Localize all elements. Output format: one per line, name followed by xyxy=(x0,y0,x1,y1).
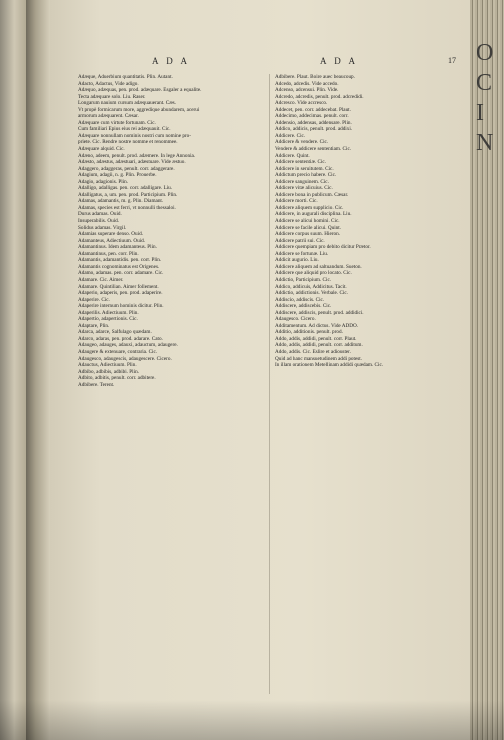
dictionary-entry: Addicere quempiam pro debito dicitur Prætor. xyxy=(275,244,371,251)
dictionary-entry: Adamias superare denso. Ouid. xyxy=(78,231,143,238)
dictionary-entry: Adaugeo, adauges, adauxi, adauctum, adaugere. xyxy=(78,342,178,349)
dictionary-entry: Addicere aliquem supplicio. Cic. xyxy=(275,204,344,211)
dictionary-entry: priete. Cic. Rendre nostre nomme et renommee. xyxy=(78,139,178,146)
dictionary-entry: Adarca, adarce, Salfulago quædam. xyxy=(78,329,152,336)
dictionary-entry: Adamas, adamantis, m. g. Plin. Diamant. xyxy=(78,198,164,205)
dictionary-entry: Adaperire internum hominis dicitur. Plin. xyxy=(78,303,164,310)
book-gutter xyxy=(26,0,50,740)
dictionary-entry: Adbibo, adbibis, adbibi. Plin. xyxy=(78,368,139,375)
running-header xyxy=(50,56,470,70)
dictionary-entry: Adbibere. Terent. xyxy=(78,381,115,388)
dictionary-entry: Adamantis, adamantidis. pen. corr. Plin. xyxy=(78,257,162,264)
dictionary-entry: In illam orationem Metellinam addidi quædam. Cic. xyxy=(275,362,384,369)
dictionary-entry: Adaptare, Plin. xyxy=(78,322,110,329)
left-column xyxy=(78,74,246,704)
dictionary-entry: Addicere corpus suum. Hieron. xyxy=(275,231,340,238)
right-column xyxy=(275,74,445,704)
dictionary-entry: Adcenso, adcensui. Plin. Vide. xyxy=(275,87,339,94)
dictionary-entry: Addicere se alicui homini. Cic. xyxy=(275,218,340,225)
dictionary-entry: Adagium, adagii, n. g. Plin. Prouerbe. xyxy=(78,172,157,179)
dictionary-entry: Addecet, pen. corr. addecebat. Plaut. xyxy=(275,106,351,113)
bleed-through-letters: O C I N xyxy=(476,40,495,156)
dictionary-entry: Addicere morti. Cic. xyxy=(275,198,318,205)
dictionary-entry: Adaperio, adaperis, pen. prod. adaperire. xyxy=(78,290,163,297)
dictionary-entry: Adamantinus. Idem adamanteus. Plin. xyxy=(78,244,157,251)
dictionary-entry: Addicere bona in publicum. Cæsar. xyxy=(275,191,349,198)
dictionary-entry: Adaperire. Cic. xyxy=(78,296,110,303)
dictionary-entry: Adaugere & extenuare, contraria. Cic. xyxy=(78,348,158,355)
dictionary-entry: Additamentum. Ad dictus. Vide ADDO. xyxy=(275,322,359,329)
dictionary-entry: Adamas, species est ferri, vt nonnulli thessaloi. xyxy=(78,204,176,211)
dictionary-entry: Addico, addicis, penult. prod. addixi. xyxy=(275,126,353,133)
dictionary-entry: Adamantinus, pen. corr. Plin. xyxy=(78,250,139,257)
dictionary-entry: Adcresco. Vide accresco. xyxy=(275,100,328,107)
dictionary-entry: Cum familiari Epius eius rei adæquauit. Cic. xyxy=(78,126,171,133)
dictionary-entry: Adamantis cognominatus est Origenes. xyxy=(78,263,160,270)
dictionary-entry: Addicit augurio. Liu. xyxy=(275,257,319,264)
left-page-edge xyxy=(0,0,26,740)
dictionary-entry: Adæquare nonnullam nominis nostri cum nomine pro- xyxy=(78,132,191,139)
column-divider xyxy=(269,74,270,694)
dictionary-entry: armorum adæquarent. Cæsar. xyxy=(78,113,139,120)
dictionary-entry: Adæsto, adæstus, adæstuari, adæstuare. Vide æstuo. xyxy=(78,159,186,166)
dictionary-entry: Insuperabilis. Ouid. xyxy=(78,218,120,225)
dictionary-entry: Addico, addicuis, Addicitus. Tacit. xyxy=(275,283,347,290)
dictionary-entry: Addo, addis, addidi, penult. corr. additum. xyxy=(275,342,363,349)
bottom-shadow xyxy=(0,700,504,740)
dictionary-entry: Addensio, addensas, addensare. Plin. xyxy=(275,119,352,126)
dictionary-entry: Adæque, Aduerbium quantitatis. Plin. Autant. xyxy=(78,74,173,80)
dictionary-entry: Addicere que aliquid pro locato. Cic. xyxy=(275,270,352,277)
dictionary-entry: Adamo, adamas. pen. corr. adamare. Cic. xyxy=(78,270,164,277)
dictionary-entry: Addicere patrii sui. Cic. xyxy=(275,237,325,244)
page-fore-edge xyxy=(470,0,504,740)
dictionary-entry: Adæno, adeem, penult. prod. adæmere. In lege Annonia. xyxy=(78,152,196,159)
dictionary-entry: Vendere & addicere sententiam. Cic. xyxy=(275,146,352,153)
dictionary-entry: Addiscere, addiscebis. Cic. xyxy=(275,303,332,310)
dictionary-entry: Adaugesco, adaugescis, adaugescere. Cicero. xyxy=(78,355,172,362)
dictionary-entry: Addicere & vendere. Cic. xyxy=(275,139,329,146)
dictionary-entry: Addictio, Participium. Cic. xyxy=(275,276,332,283)
dictionary-entry: Adamare. Quintilian. Aimer follement. xyxy=(78,283,159,290)
dictionary-entry: Adamanteus, Adiectiuum. Ouid. xyxy=(78,237,145,244)
dictionary-entry: Tecta adæquare solo. Liu. Raser. xyxy=(78,93,146,100)
dictionary-entry: Adauctus, Adiectiuum. Plin. xyxy=(78,362,137,369)
dictionary-entry: Addicere, in augurali disciplina. Liu. xyxy=(275,211,352,218)
dictionary-entry: Adapertio, adapertionis. Cic. xyxy=(78,316,138,323)
dictionary-entry: Addo, addis. Cic. Eslire et adiouster. xyxy=(275,348,351,355)
dictionary-entry: Vt propè formicarum more, aggredique abundarem, acerui xyxy=(78,106,200,113)
dictionary-entry: Adaperilis. Adiectiuum. Plin. xyxy=(78,309,139,316)
running-head-left: A D A xyxy=(152,56,191,66)
running-head-right: A D A xyxy=(320,56,359,66)
dictionary-entry: Addicere sententiæ. Cic. xyxy=(275,159,326,166)
dictionary-entry: Adacto, Adactus, Vide adigo. xyxy=(78,80,139,87)
dictionary-entry: Addiscio, addiscis. Cic. xyxy=(275,296,325,303)
dictionary-entry: Adaggero, adaggeras, penult. corr. adaggerare. xyxy=(78,165,175,172)
dictionary-entry: Adæquo, adæquas, pen. prod. adæquare. Esgaler a equalite. xyxy=(78,87,202,94)
dictionary-entry: Adamare. Cic. Aimer. xyxy=(78,276,124,283)
dictionary-entry: Addecimo, addecimas. penult. corr. xyxy=(275,113,349,120)
dictionary-entry: Addictio, addictionis. Verbale. Cic. xyxy=(275,290,348,297)
dictionary-entry: Addicere se fortunæ. Liu. xyxy=(275,250,329,257)
dictionary-entry: Additio, additionis. penult. prod. xyxy=(275,329,343,336)
dictionary-entry: Addicere. Cic. xyxy=(275,132,306,139)
dictionary-entry: Adarco, adaras, pen. prod. adarare. Cato. xyxy=(78,335,163,342)
dictionary-entry: Addicere sanguinem. Cic. xyxy=(275,178,329,185)
dictionary-entry: Addiscere, addiscis, penult. prod. addidici. xyxy=(275,309,364,316)
dictionary-entry: Adbibere. Plaut. Boire auec beaucoup. xyxy=(275,74,355,80)
dictionary-entry: Adæquare cum virtute fortunam. Cic. xyxy=(78,119,156,126)
dictionary-entry: Longarum nauium cursum adæquauerant. Cæs. xyxy=(78,100,176,107)
dictionary-entry: Quid ad hanc mansuetudinem addi potest. xyxy=(275,355,363,362)
dictionary-entry: Adæquare alquid. Cic. xyxy=(78,146,125,153)
dictionary-entry: Durus adamas. Ouid. xyxy=(78,211,122,218)
dictionary-entry: Addictum precio habere. Cic. xyxy=(275,172,337,179)
dictionary-entry: Adalligo, adalligas. pen. corr. adalligare. Liu. xyxy=(78,185,173,192)
dictionary-entry: Adaugesco. Cicero. xyxy=(275,316,316,323)
dictionary-entry: Adagio, adagionis. Plin. xyxy=(78,178,128,185)
dictionary-entry: Adalligatus, a, um. pen. prod. Participium. Plin. xyxy=(78,191,178,198)
dictionary-entry: Adcedo, adcedis. Vide accedo. xyxy=(275,80,339,87)
dictionary-entry: Addicere vitæ alicuius. Cic. xyxy=(275,185,333,192)
dictionary-entry: Addicere se facile alicui. Quint. xyxy=(275,224,341,231)
dictionary-entry: Solidus adamas. Virgil. xyxy=(78,224,127,231)
dictionary-entry: Addicere aliquem ad saltuandum. Sueton. xyxy=(275,263,362,270)
dictionary-entry: Addicere. Quint. xyxy=(275,152,310,159)
dictionary-entry: Adcredo, adcredis, penult. prod. adcredidi. xyxy=(275,93,364,100)
dictionary-entry: Adbito, adbitis, penult. corr. adbitere. xyxy=(78,375,156,382)
dictionary-entry: Addo, addis, addidi, penult. corr. Plaut. xyxy=(275,335,357,342)
dictionary-entry: Addicere in seruitutem. Cic. xyxy=(275,165,334,172)
page-number: 17 xyxy=(448,56,456,65)
